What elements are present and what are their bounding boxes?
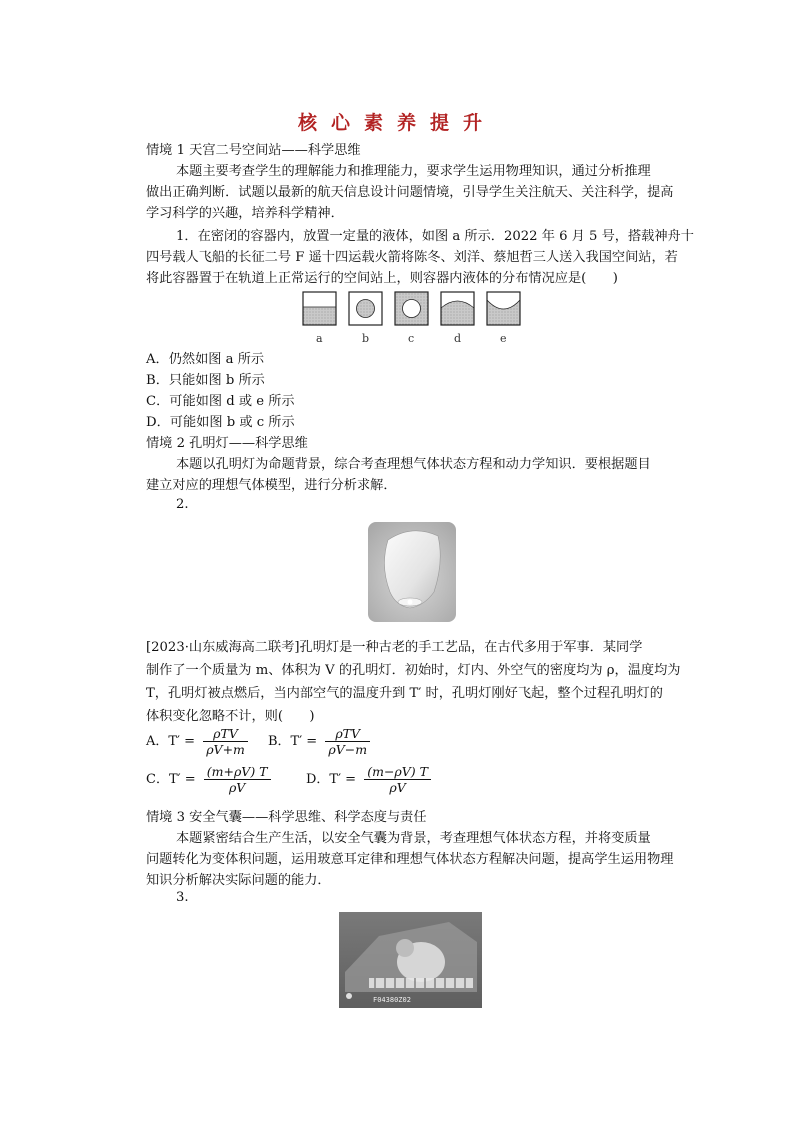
section-2-heading: 情境 2 孔明灯——科学思维 <box>146 436 308 451</box>
question-1-option-a: A．仍然如图 a 所示 <box>146 352 265 367</box>
photo-id-text: F04380Z02 <box>373 996 411 1004</box>
section-1-intro-line-3: 学习科学的兴趣，培养科学精神． <box>146 206 344 221</box>
option-c-denominator: ρV <box>228 780 246 795</box>
option-d-denominator: ρV <box>389 780 406 795</box>
container-d <box>441 292 474 325</box>
question-1-line-2: 四号载人飞船的长征二号 F 遥十四运载火箭将陈冬、刘洋、蔡旭哲三人送入我国空间站，若 <box>146 250 678 265</box>
question-1-option-b: B．只能如图 b 所示 <box>146 373 265 388</box>
section-2-intro-line-2: 建立对应的理想气体模型，进行分析求解． <box>146 478 397 493</box>
question-2-line-2: 制作了一个质量为 m、体积为 V 的孔明灯．初始时，灯内、外空气的密度均为 ρ，温度均为 <box>146 663 681 678</box>
option-a-numerator: ρTV <box>203 726 248 742</box>
figure-label-c: c <box>408 332 415 345</box>
option-a-label: A．T′ = <box>146 734 196 749</box>
option-c-label: C．T′ = <box>146 772 196 787</box>
option-c-numerator: (m+ρV) T <box>204 764 271 780</box>
sky-lantern-photo <box>368 522 456 622</box>
figure-label-e: e <box>500 332 507 345</box>
option-a-denominator: ρV+m <box>206 742 245 757</box>
section-3-intro-line-3: 知识分析解决实际问题的能力． <box>146 873 331 888</box>
question-2-line-1: [2023·山东威海高二联考]孔明灯是一种古老的手工艺品，在古代多用于军事．某同学 <box>146 640 643 655</box>
option-b-label: B．T′ = <box>268 734 318 749</box>
question-2-option-c <box>146 764 275 795</box>
option-b-numerator: ρTV <box>325 726 370 742</box>
container-c <box>395 292 428 325</box>
question-2-line-4: 体积变化忽略不计，则( ) <box>146 709 315 724</box>
section-1-intro-line-2: 做出正确判断．试题以最新的航天信息设计问题情境，引导学生关注航天、关注科学，提高 <box>146 185 674 200</box>
option-d-numerator: (m−ρV) T <box>364 764 431 780</box>
figure-label-b: b <box>362 332 370 345</box>
airbag-crash-test-photo <box>339 912 482 1008</box>
question-1-option-c: C．可能如图 d 或 e 所示 <box>146 394 295 409</box>
question-2-option-b <box>268 726 374 757</box>
section-1-intro-line-1: 本题主要考查学生的理解能力和推理能力，要求学生运用物理知识，通过分析推理 <box>176 164 651 179</box>
figure-label-a: a <box>316 332 323 345</box>
section-3-intro-line-1: 本题紧密结合生产生活，以安全气囊为背景，考查理想气体状态方程，并将变质量 <box>176 831 651 846</box>
question-3-number: 3. <box>176 890 189 905</box>
container-a <box>303 292 336 325</box>
section-3-intro-line-2: 问题转化为变体积问题，运用玻意耳定律和理想气体状态方程解决问题，提高学生运用物理 <box>146 852 674 867</box>
container-e <box>487 292 520 325</box>
question-1-line-3: 将此容器置于在轨道上正常运行的空间站上，则容器内液体的分布情况应是( ) <box>146 271 618 286</box>
question-1-line-1: 1．在密闭的容器内，放置一定量的液体，如图 a 所示．2022 年 6 月 5 号，搭载神舟十 <box>176 229 694 244</box>
figure-label-d: d <box>454 332 462 345</box>
section-2-intro-line-1: 本题以孔明灯为命题背景，综合考查理想气体状态方程和动力学知识．要根据题目 <box>176 457 651 472</box>
question-1-option-d: D．可能如图 b 或 c 所示 <box>146 415 295 430</box>
option-d-label: D．T′ = <box>306 772 357 787</box>
question-2-number: 2. <box>176 497 189 512</box>
question-2-line-3: T，孔明灯被点燃后，当内部空气的温度升到 T′ 时，孔明灯刚好飞起，整个过程孔明灯的 <box>146 686 663 701</box>
question-2-option-d <box>306 764 435 795</box>
section-1-heading: 情境 1 天宫二号空间站——科学思维 <box>146 143 361 158</box>
option-b-denominator: ρV−m <box>328 742 368 757</box>
section-3-heading: 情境 3 安全气囊——科学思维、科学态度与责任 <box>146 810 427 825</box>
container-b <box>349 292 382 325</box>
page-title: 核心素养提升 <box>297 112 496 134</box>
question-2-option-a <box>146 726 252 757</box>
